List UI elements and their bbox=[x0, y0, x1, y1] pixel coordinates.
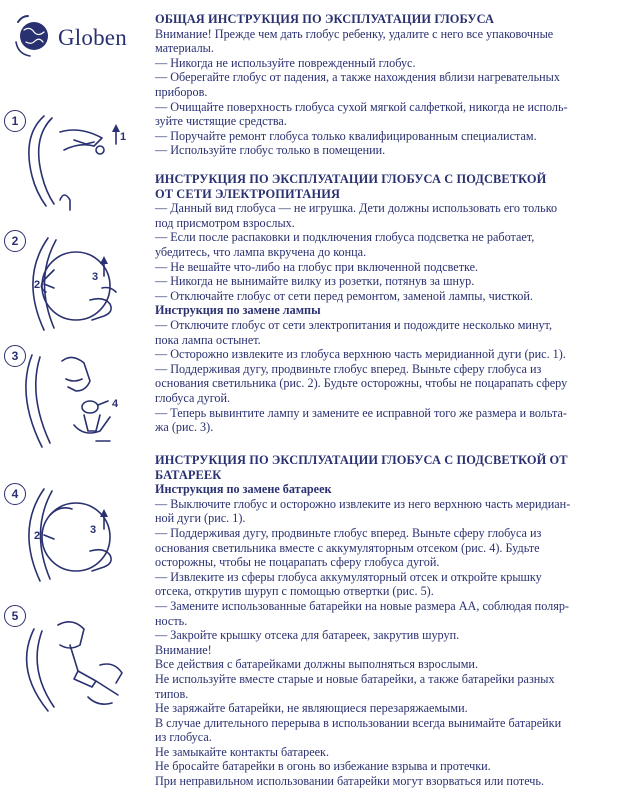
lift-arc-illustration bbox=[4, 110, 144, 220]
text-line: — Теперь вывинтите лампу и замените ее исправной того же размера и вольта- bbox=[155, 405, 567, 420]
text-line: основания светильника вместе с аккумуляторным отсеком (рис. 4). Будьте bbox=[155, 540, 540, 555]
section-title: ИНСТРУКЦИЯ ПО ЭКСПЛУАТАЦИИ ГЛОБУСА С ПОДСВЕТКОЙ bbox=[155, 172, 547, 186]
text-line: — Используйте глобус только в помещении. bbox=[155, 143, 386, 158]
replace-lamp-illustration bbox=[4, 345, 144, 455]
text-line: убедитесь, что лампа вкручена до конца. bbox=[155, 244, 367, 259]
text-line: — Выключите глобус и осторожно извлеките из него верхнюю часть меридиан- bbox=[155, 496, 571, 511]
figure-label: 3 bbox=[92, 271, 99, 283]
text-line: — Поддерживая дугу, продвиньте глобус вперед. Выньте сферу глобуса из bbox=[155, 361, 542, 376]
section-title: ОБЩАЯ ИНСТРУКЦИЯ ПО ЭКСПЛУАТАЦИИ ГЛОБУСА bbox=[155, 12, 495, 26]
figure-number: 1 bbox=[4, 110, 26, 132]
text-line: Внимание! bbox=[155, 642, 212, 657]
text-line: зуйте чистящие средства. bbox=[155, 114, 287, 129]
figure-label: 3 bbox=[90, 524, 97, 536]
figure-3 bbox=[4, 345, 144, 455]
figure-number: 3 bbox=[4, 345, 26, 367]
text-line: жа (рис. 3). bbox=[155, 420, 214, 435]
text-line: — Никогда не используйте поврежденный глобус. bbox=[155, 55, 416, 70]
text-line: — Очищайте поверхность глобуса сухой мягкой салфеткой, никогда не исполь- bbox=[155, 99, 568, 114]
text-line: материалы. bbox=[155, 41, 214, 56]
figure-label: 1 bbox=[120, 131, 127, 143]
text-line: — Никогда не вынимайте вилку из розетки, потянув за шнур. bbox=[155, 274, 475, 289]
section-title: ОТ СЕТИ ЭЛЕКТРОПИТАНИЯ bbox=[155, 186, 341, 201]
figure-label: 2 bbox=[34, 530, 41, 542]
text-line: основания светильника (рис. 2). Будьте осторожны, чтобы не поцарапать сферу bbox=[155, 376, 568, 391]
figure-label: 4 bbox=[112, 398, 119, 410]
text-line: — Осторожно извлеките из глобуса верхнюю часть меридианной дуги (рис. 1). bbox=[155, 347, 566, 362]
figure-number: 4 bbox=[4, 483, 26, 505]
subsection-title: Инструкция по замене лампы bbox=[155, 303, 321, 318]
text-line: глобуса дугой. bbox=[155, 390, 231, 405]
text-line: под присмотром взрослых. bbox=[155, 215, 295, 230]
text-line: Не замыкайте контакты батареек. bbox=[155, 744, 330, 759]
figure-label: 2 bbox=[34, 279, 41, 291]
figure-1 bbox=[4, 110, 144, 220]
remove-sphere-illustration bbox=[4, 230, 144, 340]
text-line: — Закройте крышку отсека для батареек, закрутив шуруп. bbox=[155, 628, 460, 643]
text-line: приборов. bbox=[155, 84, 208, 99]
text-line: пока лампа остынет. bbox=[155, 332, 261, 347]
figure-5 bbox=[4, 605, 144, 715]
text-line: — Поддерживая дугу, продвиньте глобус вперед. Выньте сферу глобуса из bbox=[155, 525, 542, 540]
figure-4 bbox=[4, 483, 144, 593]
text-line: — Извлеките из сферы глобуса аккумуляторный отсек и откройте крышку bbox=[155, 569, 542, 584]
text-line: Не бросайте батарейки в огонь во избежание взрыва и протечки. bbox=[155, 759, 491, 774]
text-line: — Отключайте глобус от сети перед ремонтом, заменой лампы, чисткой. bbox=[155, 288, 533, 303]
text-line: — Не вешайте что-либо на глобус при включенной подсветке. bbox=[155, 259, 479, 274]
section-body bbox=[155, 27, 617, 158]
brand-logo bbox=[14, 8, 144, 64]
section-title: БАТАРЕЕК bbox=[155, 467, 222, 482]
subsection-title: Инструкция по замене батареек bbox=[155, 482, 332, 497]
text-line: В случае длительного перерыва в использовании всегда вынимайте батарейки bbox=[155, 715, 562, 730]
section-title: ИНСТРУКЦИЯ ПО ЭКСПЛУАТАЦИИ ГЛОБУСА С ПОДСВЕТКОЙ ОТ bbox=[155, 453, 568, 467]
text-line: отсека, открутив шуруп с помощью отвертки (рис. 5). bbox=[155, 584, 434, 599]
text-line: типов. bbox=[155, 686, 189, 701]
globe-logo-icon bbox=[14, 12, 54, 62]
text-line: осторожны, чтобы не поцарапать сферу глобуса дугой. bbox=[155, 555, 440, 570]
section-general bbox=[155, 12, 617, 158]
text-line: — Замените использованные батарейки на новые размера АА, соблюдая поляр- bbox=[155, 598, 569, 613]
text-line: — Данный вид глобуса — не игрушка. Дети должны использовать его только bbox=[155, 201, 558, 216]
text-line: Внимание! Прежде чем дать глобус ребенку, удалите с него все упаковочные bbox=[155, 26, 554, 41]
brand-name: Globen bbox=[58, 25, 127, 50]
section-battery-powered bbox=[155, 453, 617, 789]
figure-number: 2 bbox=[4, 230, 26, 252]
text-line: При неправильном использовании батарейки могут взорваться или потечь. bbox=[155, 774, 545, 789]
section-mains-powered bbox=[155, 172, 617, 435]
text-line: Не заряжайте батарейки, не являющиеся перезаряжаемыми. bbox=[155, 701, 468, 716]
remove-sphere-battery-illustration bbox=[4, 483, 144, 593]
text-line: ность. bbox=[155, 613, 188, 628]
text-line: — Отключите глобус от сети электропитания и подождите несколько минут, bbox=[155, 317, 553, 332]
figure-number: 5 bbox=[4, 605, 26, 627]
text-line: — Оберегайте глобус от падения, а также нахождения вблизи нагревательных bbox=[155, 70, 560, 85]
text-line: ной дуги (рис. 1). bbox=[155, 511, 246, 526]
text-line: Не используйте вместе старые и новые батарейки, а также батарейки разных bbox=[155, 671, 555, 686]
open-battery-compartment-illustration bbox=[4, 605, 144, 715]
text-line: — Поручайте ремонт глобуса только квалифицированным специалистам. bbox=[155, 128, 537, 143]
text-line: Все действия с батарейками должны выполняться взрослыми. bbox=[155, 657, 478, 672]
text-line: из глобуса. bbox=[155, 730, 212, 745]
figure-2 bbox=[4, 230, 144, 340]
text-line: — Если после распаковки и подключения глобуса подсветка не работает, bbox=[155, 230, 535, 245]
